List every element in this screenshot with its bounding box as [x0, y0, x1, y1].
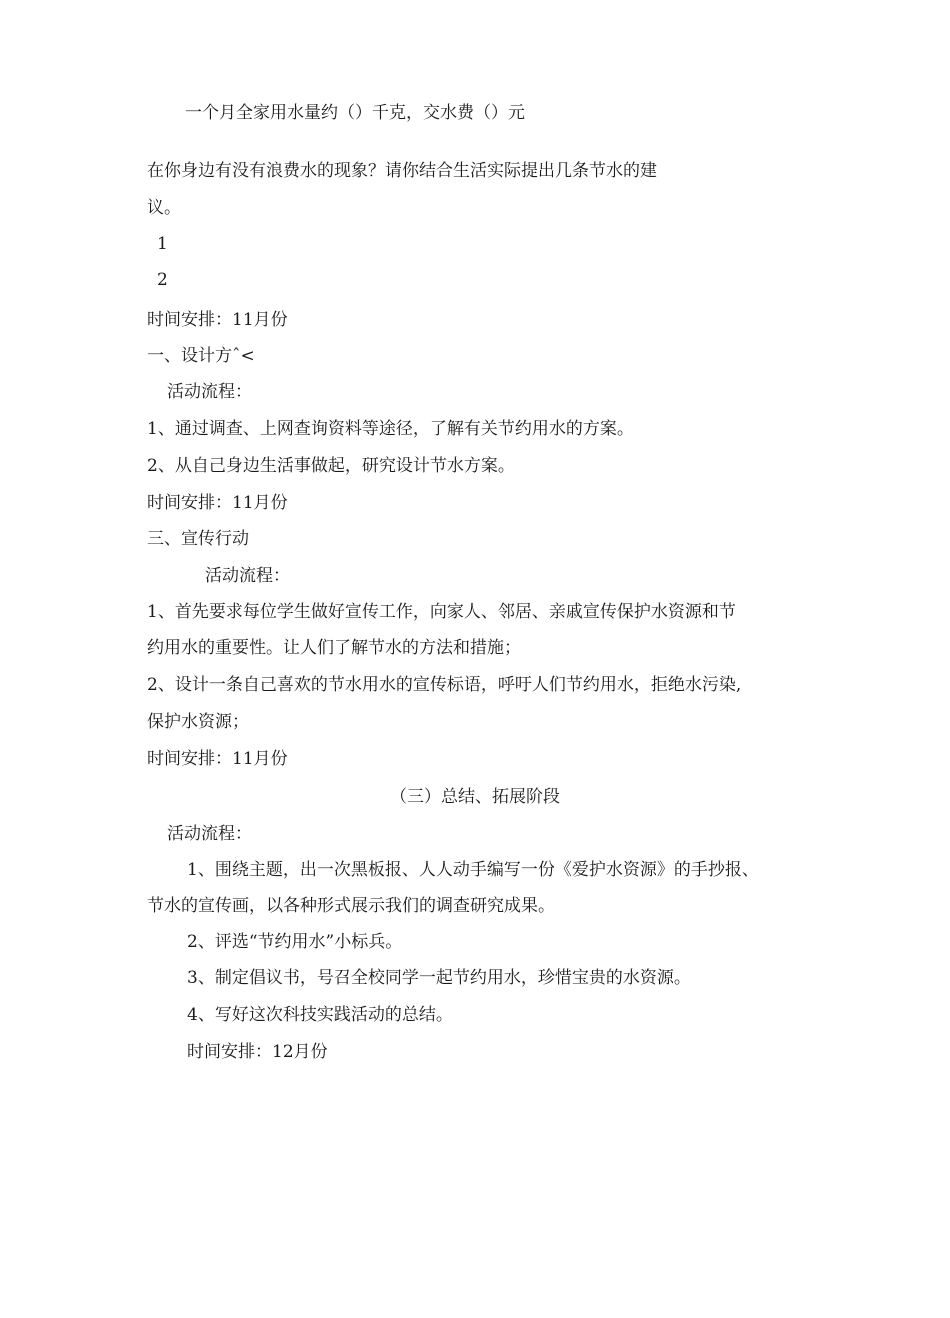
paragraph-line: 2、从自己身边生活事做起，研究设计节水方案。	[147, 456, 515, 476]
water-usage-question: 一个月全家用水量约（）千克，交水费（）元	[185, 103, 525, 123]
paragraph-line: 4、写好这次科技实践活动的总结。	[187, 1005, 453, 1025]
schedule-line: 时间安排：12月份	[187, 1042, 328, 1062]
paragraph-line: 2、设计一条自己喜欢的节水用水的宣传标语，呼吁人们节约用水，拒绝水污染,	[147, 675, 742, 695]
paragraph-line: 3、制定倡议书，号召全校同学一起节约用水，珍惜宝贵的水资源。	[187, 968, 691, 988]
water-waste-question-cont: 议。	[147, 198, 181, 218]
schedule-line: 时间安排：11月份	[147, 749, 288, 769]
paragraph-line: 1、首先要求每位学生做好宣传工作，向家人、邻居、亲戚宣传保护水资源和节	[147, 602, 736, 622]
activity-process-label: 活动流程：	[205, 566, 290, 586]
paragraph-line: 1、围绕主题，出一次黑板报、人人动手编写一份《爱护水资源》的手抄报、	[187, 860, 759, 880]
schedule-line: 时间安排：11月份	[147, 310, 288, 330]
paragraph-line: 约用水的重要性。让人们了解节水的方法和措施；	[147, 638, 521, 658]
activity-process-label: 活动流程：	[167, 382, 252, 402]
suggestion-item-1: 1	[157, 234, 168, 254]
section-heading: 三、宣传行动	[147, 529, 249, 549]
paragraph-line: 保护水资源；	[147, 712, 249, 732]
paragraph-line: 1、通过调查、上网查询资料等途径，了解有关节约用水的方案。	[147, 419, 634, 439]
paragraph-line: 节水的宣传画，以各种形式展示我们的调查研究成果。	[147, 896, 555, 916]
activity-process-label: 活动流程：	[167, 824, 252, 844]
paragraph-line: 2、评选“节约用水”小标兵。	[187, 932, 403, 952]
schedule-line: 时间安排：11月份	[147, 493, 288, 513]
suggestion-item-2: 2	[157, 270, 168, 290]
stage-heading: （三）总结、拓展阶段	[390, 787, 560, 807]
section-heading: 一、设计方ˆ<	[147, 346, 255, 366]
water-waste-question: 在你身边有没有浪费水的现象？请你结合生活实际提出几条节水的建	[147, 161, 657, 181]
